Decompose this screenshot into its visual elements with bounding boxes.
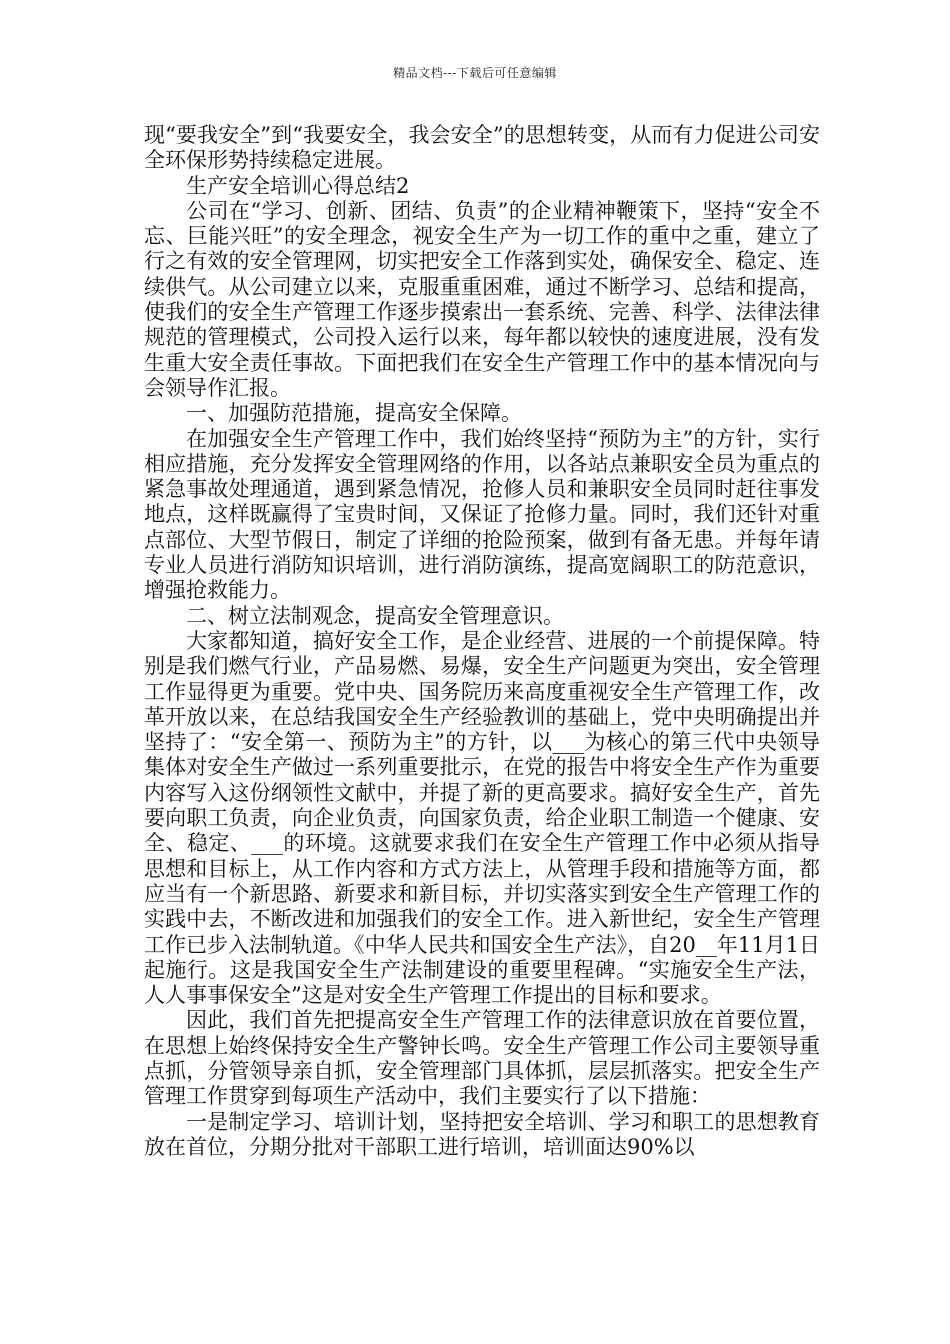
paragraph: 现“要我安全”到“我要安全，我会安全”的思想转变，从而有力促进公司安全环保形势持续稳定进展。 (144, 123, 820, 173)
section-heading: 二、树立法制观念，提高安全管理意识。 (186, 603, 564, 628)
section-heading: 生产安全培训心得总结2 (186, 173, 410, 198)
paragraph: 因此，我们首先把提高安全生产管理工作的法律意识放在首要位置，在思想上始终保持安全生产警钟长鸣。安全生产管理工作公司主要领导重点抓，分管领导亲自抓，安全管理部门具体抓，层层抓落实。把安全生产管理工作贯穿到每项生产活动中，我们主要实行了以下措施： (144, 1008, 820, 1109)
section-heading: 一、加强防范措施，提高安全保障。 (186, 401, 522, 426)
paragraph: 大家都知道，搞好安全工作，是企业经营、进展的一个前提保障。特别是我们燃气行业，产品易燃、易爆，安全生产问题更为突出，安全管理工作显得更为重要。党中央、国务院历来高度重视安全生产管理工作，改革开放以来，在总结我国安全生产经验教训的基础上，党中央明确提出并坚持了：“安全第一、预防为主”的方针，以___为核心的第三代中央领导集体对安全生产做过一系列重要批示，在党的报告中将安全生产作为重要内容写入这份纲领性文献中，并提了新的更高要求。搞好安全生产，首先要向职工负责，向企业负责，向国家负责，给企业职工制造一个健康、安全、稳定、___的环境。这就要求我们在安全生产管理工作中必须从指导思想和目标上，从工作内容和方式方法上，从管理手段和措施等方面，都应当有一个新思路、新要求和新目标，并切实落实到安全生产管理工作的实践中去，不断改进和加强我们的安全工作。进入新世纪，安全生产管理工作已步入法制轨道。《中华人民共和国安全生产法》，自20__年11月1日起施行。这是我国安全生产法制建设的重要里程碑。“实施安全生产法，人人事事保安全”这是对安全生产管理工作提出的目标和要求。 (144, 628, 820, 1008)
paragraph: 在加强安全生产管理工作中，我们始终坚持“预防为主”的方针，实行相应措施，充分发挥安全管理网络的作用，以各站点兼职安全员为重点的紧急事故处理通道，遇到紧急情况，抢修人员和兼职安全员同时赶往事发地点，这样既赢得了宝贵时间，又保证了抢修力量。同时，我们还针对重点部位、大型节假日，制定了详细的抢险预案，做到有备无患。并每年请专业人员进行消防知识培训，进行消防演练，提高宽阔职工的防范意识，增强抢救能力。 (144, 426, 820, 603)
paragraph: 一是制定学习、培训计划，坚持把安全培训、学习和职工的思想教育放在首位，分期分批对干部职工进行培训，培训面达90%以 (144, 1109, 820, 1159)
page-header: 精品文档---下载后可任意编辑 (393, 66, 557, 80)
paragraph: 公司在“学习、创新、团结、负责”的企业精神鞭策下，坚持“安全不忘、巨能兴旺”的安全理念，视安全生产为一切工作的重中之重，建立了行之有效的安全管理网，切实把安全工作落到实处，确保安全、稳定、连续供气。从公司建立以来，克服重重困难，通过不断学习、总结和提高，使我们的安全生产管理工作逐步摸索出一套系统、完善、科学、法律法律规范的管理模式，公司投入运行以来，每年都以较快的速度进展，没有发生重大安全责任事故。下面把我们在安全生产管理工作中的基本情况向与会领导作汇报。 (144, 198, 820, 400)
document-body (144, 123, 820, 1160)
